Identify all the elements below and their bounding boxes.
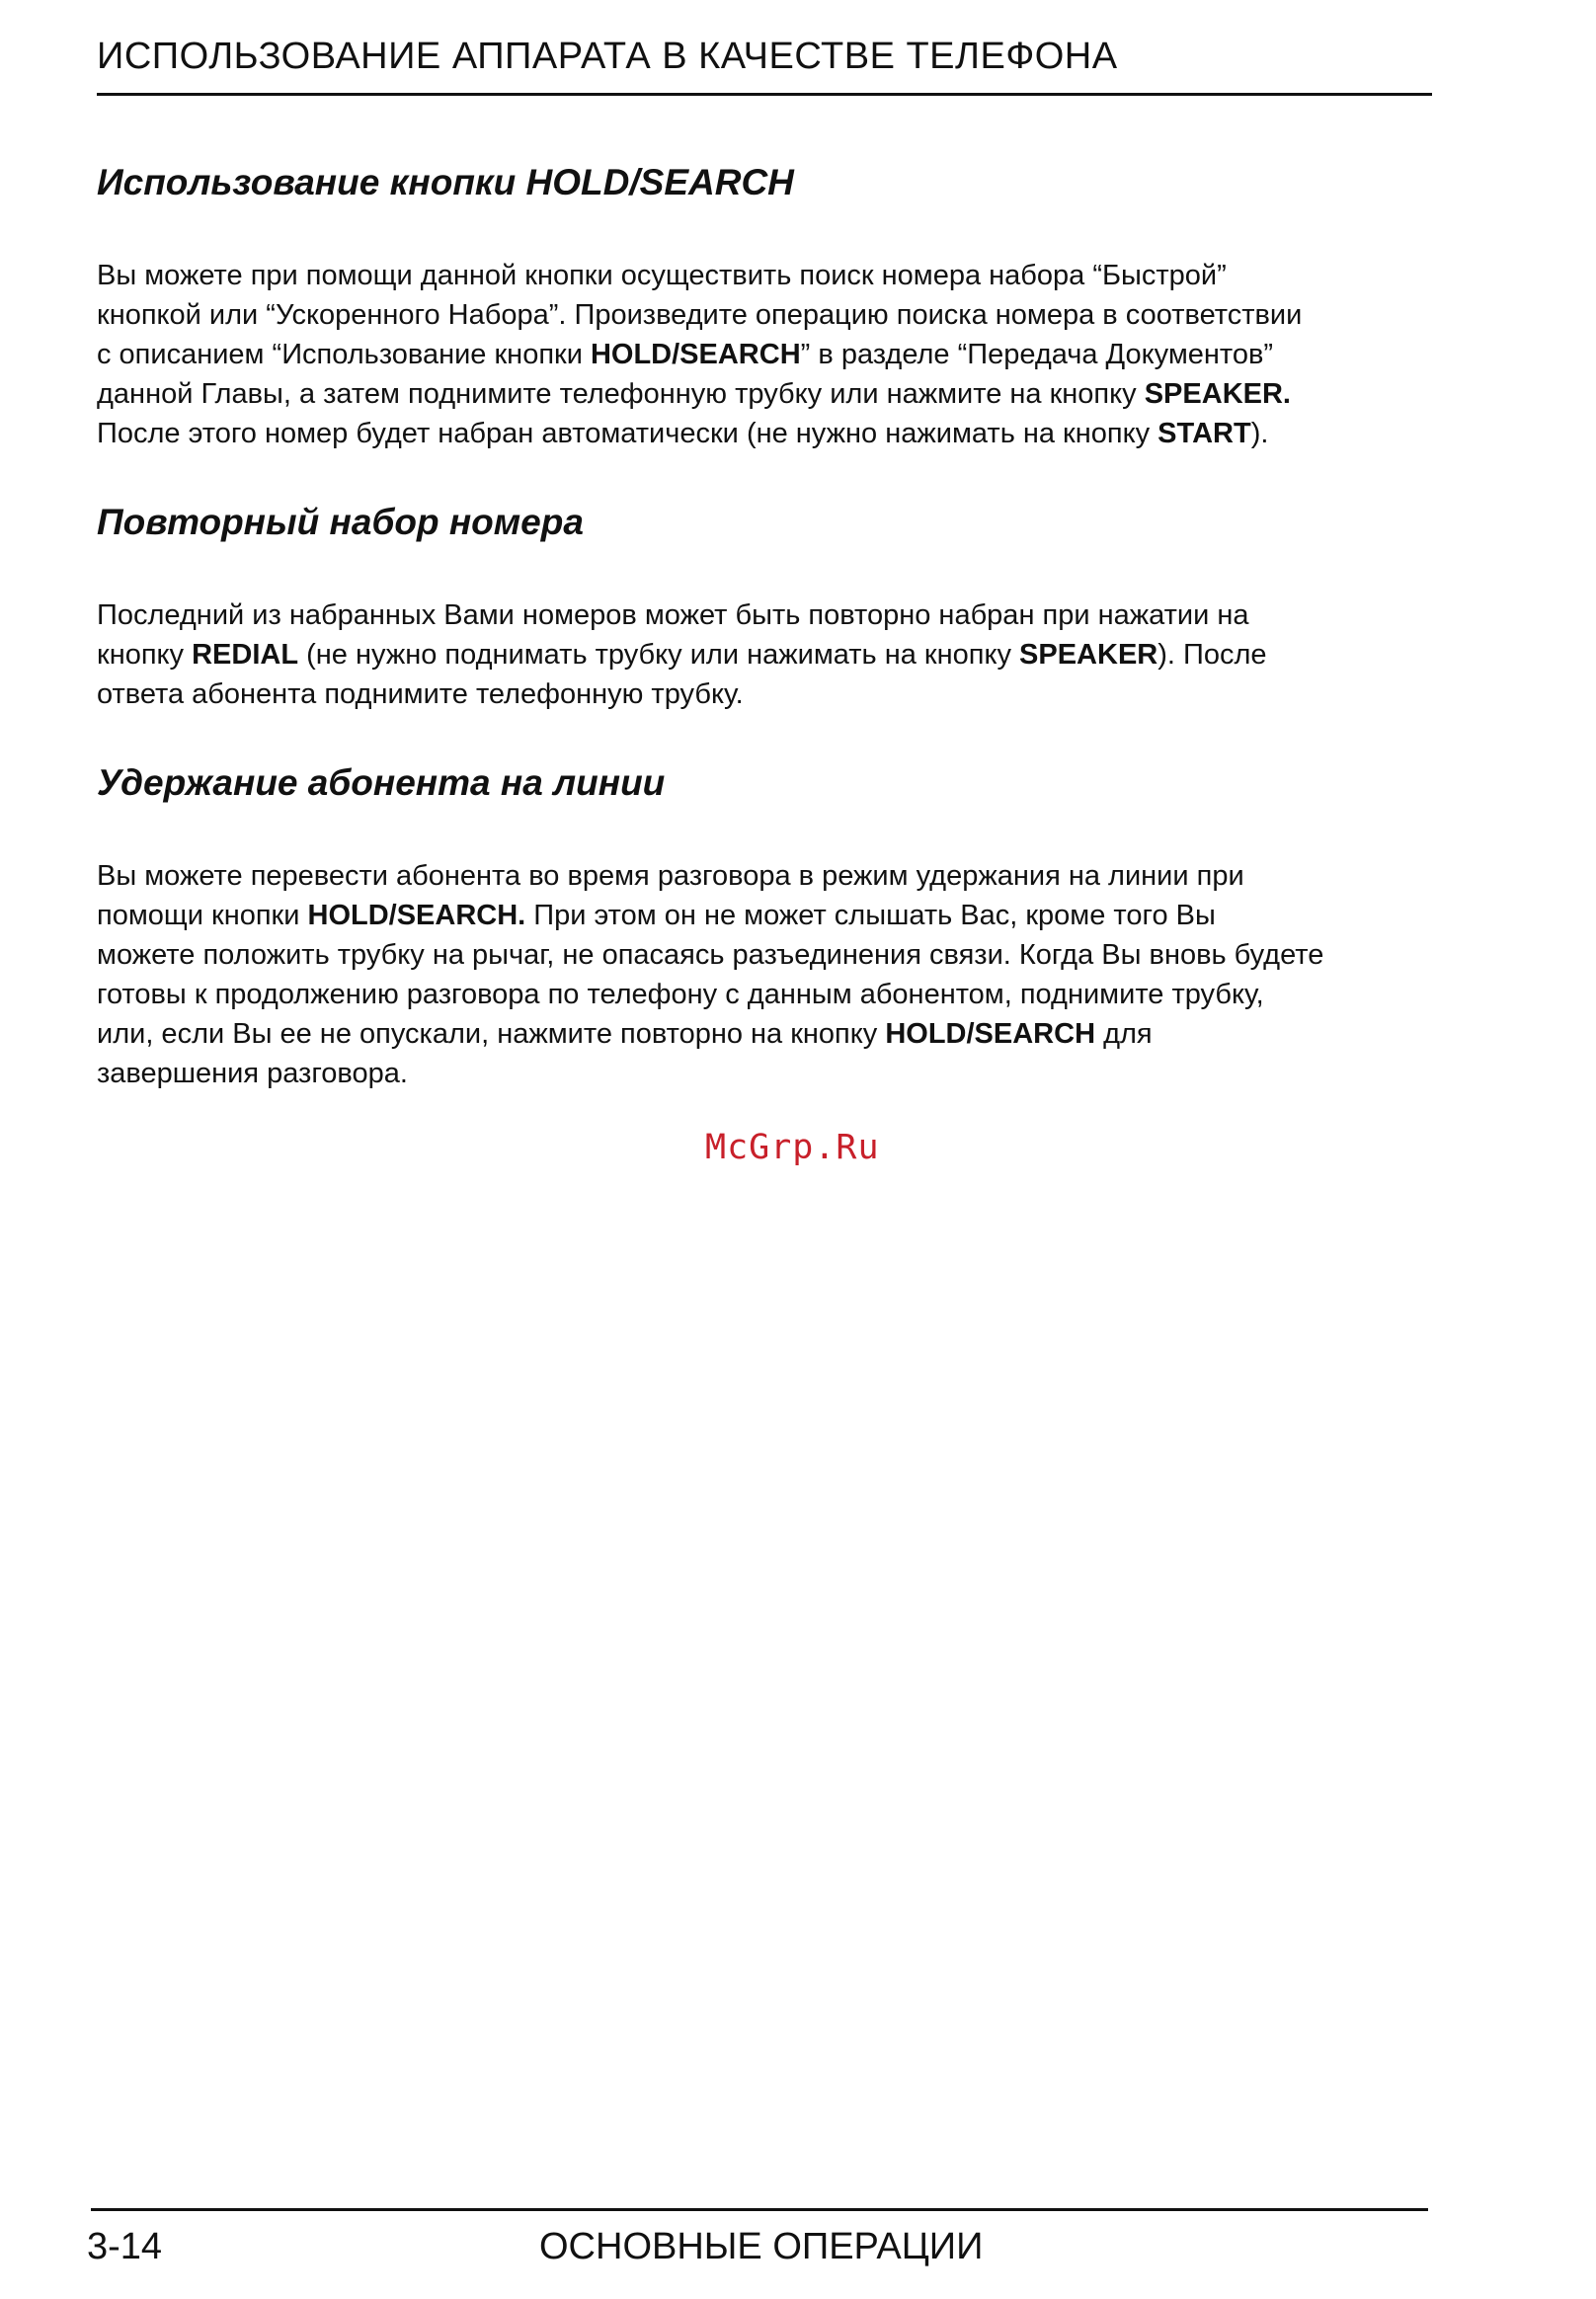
section-heading-redial: Повторный набор номера [97, 502, 584, 542]
paragraph-line: завершения разговора. [97, 1058, 408, 1089]
paragraph-line: Вы можете перевести абонента во время разговора в режим удержания на линии при [97, 860, 1244, 892]
section-heading-hold-search: Использование кнопки HOLD/SEARCH [97, 162, 794, 202]
page-number: 3-14 [87, 2226, 163, 2267]
paragraph-line: Вы можете при помощи данной кнопки осуществить поиск номера набора “Быстрой” [97, 260, 1227, 291]
key-name: HOLD/SEARCH. [307, 900, 526, 931]
footer-rule [91, 2208, 1428, 2211]
key-name: REDIAL [192, 639, 299, 671]
watermark-text: McGrp.Ru [705, 1128, 880, 1167]
paragraph-line: можете положить трубку на рычаг, не опасаясь разъединения связи. Когда Вы вновь будете [97, 939, 1324, 971]
paragraph-line: готовы к продолжению разговора по телефону с данным абонентом, поднимите трубку, [97, 979, 1264, 1010]
key-name: HOLD/SEARCH [885, 1018, 1096, 1050]
key-name: HOLD/SEARCH [590, 339, 801, 370]
paragraph-line: помощи кнопки HOLD/SEARCH. При этом он не может слышать Вас, кроме того Вы [97, 900, 1216, 931]
key-name: SPEAKER. [1144, 378, 1291, 410]
paragraph-line: После этого номер будет набран автоматически (не нужно нажимать на кнопку START). [97, 418, 1269, 449]
section-heading-hold-line: Удержание абонента на линии [97, 762, 666, 803]
header-rule [97, 93, 1432, 96]
section-paragraph-hold-line [97, 856, 1450, 1093]
page-header-title: ИСПОЛЬЗОВАНИЕ АППАРАТА В КАЧЕСТВЕ ТЕЛЕФОНА [97, 36, 1118, 77]
paragraph-line: кнопку REDIAL (не нужно поднимать трубку или нажимать на кнопку SPEAKER). После [97, 639, 1267, 671]
section-paragraph-redial [97, 595, 1450, 714]
paragraph-line: кнопкой или “Ускоренного Набора”. Произведите операцию поиска номера в соответствии [97, 299, 1303, 331]
paragraph-line: с описанием “Использование кнопки HOLD/SEARCH” в разделе “Передача Документов” [97, 339, 1274, 370]
footer-title: ОСНОВНЫЕ ОПЕРАЦИИ [539, 2226, 984, 2267]
paragraph-line: ответа абонента поднимите телефонную трубку. [97, 678, 744, 710]
paragraph-line: Последний из набранных Вами номеров может быть повторно набран при нажатии на [97, 599, 1249, 631]
paragraph-line: или, если Вы ее не опускали, нажмите повторно на кнопку HOLD/SEARCH для [97, 1018, 1153, 1050]
section-paragraph-hold-search [97, 256, 1450, 453]
key-name: SPEAKER [1019, 639, 1158, 671]
paragraph-line: данной Главы, а затем поднимите телефонную трубку или нажмите на кнопку SPEAKER. [97, 378, 1291, 410]
key-name: START [1157, 418, 1251, 449]
